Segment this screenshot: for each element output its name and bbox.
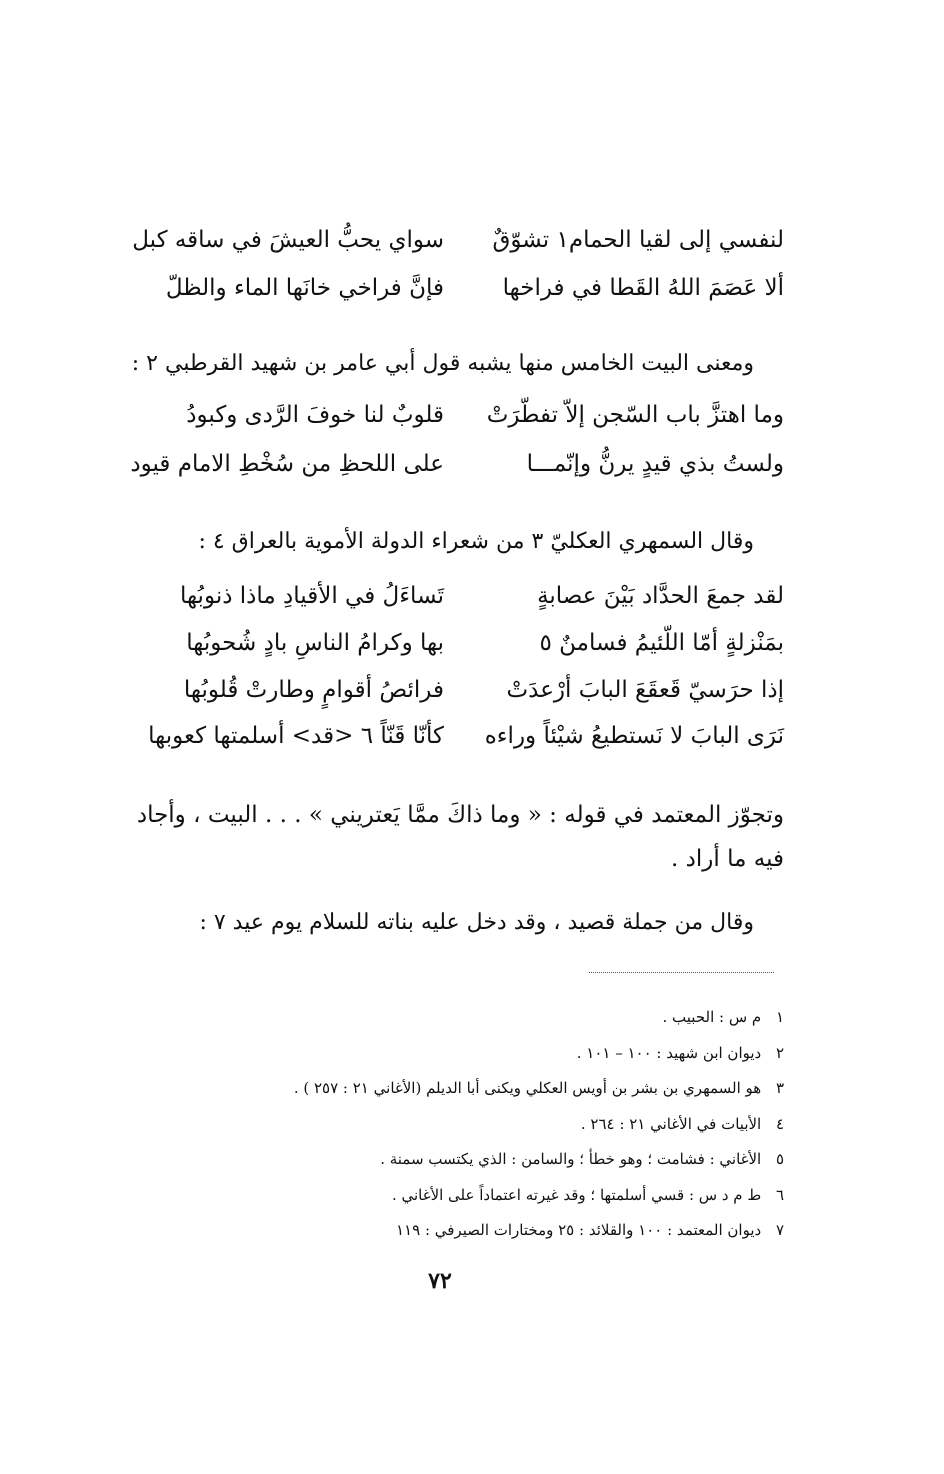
footnote-text: الأغاني : فشامت ؛ وهو خطأ ؛ والسامن : الذي يكتسب سمنة . bbox=[380, 1150, 762, 1168]
footnote bbox=[144, 1178, 784, 1214]
footnote-text: الأبيات في الأغاني ٢١ : ٢٦٤ . bbox=[580, 1114, 762, 1133]
first-hemistich: ولستُ بذي قيدٍ يرنُّ وإنّمـــا bbox=[526, 451, 784, 477]
first-hemistich: بمَنْزلةٍ أمّا اللّئيمُ فسامنٌ ٥ bbox=[539, 630, 784, 656]
footnote-number: ١ bbox=[775, 1008, 784, 1026]
verse-line bbox=[114, 621, 784, 665]
second-hemistich: بها وكرامُ الناسِ بادٍ شُحوبُها bbox=[186, 630, 444, 656]
verse-line bbox=[114, 574, 784, 618]
footnote-number: ٤ bbox=[775, 1114, 784, 1133]
footnote-text: ط م د س : قسي أسلمتها ؛ وقد غيرته اعتماداً على الأغاني . bbox=[391, 1185, 762, 1204]
footnote bbox=[144, 1142, 784, 1178]
first-hemistich: وما اهتزَّ باب السّجن إلاّ تفطّرَتْ bbox=[486, 402, 784, 428]
footnote-text: ديوان المعتمد : ١٠٠ والقلائد : ٢٥ ومختارات الصيرفي : ١١٩ bbox=[396, 1221, 762, 1239]
verse-line bbox=[114, 266, 784, 310]
prose-paragraph: وتجوّز المعتمد في قوله : « وما ذاكَ ممَّا يَعتريني » . . . البيت ، وأجاد فيه ما أراد . bbox=[136, 802, 784, 872]
footnote-number: ٢ bbox=[775, 1043, 784, 1062]
footnote-number: ٧ bbox=[775, 1221, 784, 1239]
second-hemistich: قلوبٌ لنا خوفَ الرَّدى وكبودُ bbox=[186, 402, 444, 428]
verse-line bbox=[114, 393, 784, 437]
footnote bbox=[144, 1071, 784, 1107]
footnote bbox=[144, 1036, 784, 1072]
second-hemistich: فرائصُ أقوامٍ وطارتْ قُلوبُها bbox=[183, 677, 444, 703]
second-hemistich: على اللحظِ من سُخْطِ الامام قيود bbox=[130, 451, 444, 477]
second-hemistich: كأنّا قَنّاً ٦ <قد> أسلمتها كعوبها bbox=[148, 723, 444, 749]
footnote-separator bbox=[589, 972, 774, 973]
footnote-number: ٣ bbox=[775, 1079, 784, 1097]
first-hemistich: لقد جمعَ الحدَّاد بَيْنَ عصابةٍ bbox=[537, 583, 784, 609]
second-hemistich: فإنَّ فراخي خانَها الماء والظلّ bbox=[165, 275, 444, 301]
verse-line bbox=[114, 668, 784, 712]
footnote-text: م س : الحبيب . bbox=[662, 1008, 762, 1026]
footnote bbox=[144, 1000, 784, 1036]
page-number: ٧٢ bbox=[428, 1268, 452, 1294]
intro-line: وقال السمهري العكليّ ٣ من شعراء الدولة الأموية بالعراق ٤ : bbox=[198, 529, 754, 554]
footnote-text: هو السمهري بن بشر بن أويس العكلي ويكنى أبا الديلم (الأغاني ٢١ : ٢٥٧ ) . bbox=[293, 1079, 762, 1097]
footnote bbox=[144, 1107, 784, 1143]
second-hemistich: سواي يحبُّ العيشَ في ساقه كبل bbox=[132, 227, 444, 253]
first-hemistich: ألا عَصَمَ اللهُ القَطا في فراخها bbox=[502, 275, 784, 301]
intro-line: وقال من جملة قصيد ، وقد دخل عليه بناته للسلام يوم عيد ٧ : bbox=[199, 910, 754, 935]
footnote-number: ٥ bbox=[775, 1150, 784, 1168]
first-hemistich: إذا حرَسيّ قَعقَعَ البابَ أرْعدَتْ bbox=[506, 677, 784, 703]
verse-line bbox=[114, 714, 784, 758]
footnotes bbox=[144, 1000, 784, 1249]
verse-line bbox=[114, 442, 784, 486]
footnote bbox=[144, 1213, 784, 1249]
footnote-number: ٦ bbox=[775, 1185, 784, 1204]
second-hemistich: تَساءَلُ في الأقيادِ ماذا ذنوبُها bbox=[179, 583, 444, 609]
intro-line: ومعنى البيت الخامس منها يشبه قول أبي عامر بن شهيد القرطبي ٢ : bbox=[131, 351, 754, 376]
footnote-text: ديوان ابن شهيد : ١٠٠ – ١٠١ . bbox=[576, 1043, 762, 1062]
first-hemistich: نَرَى البابَ لا نَستطيعُ شيْئاً وراءه bbox=[484, 723, 784, 749]
verse-line bbox=[114, 218, 784, 262]
first-hemistich: لنفسي إلى لقيا الحمام١ تشوّقٌ bbox=[492, 227, 784, 253]
